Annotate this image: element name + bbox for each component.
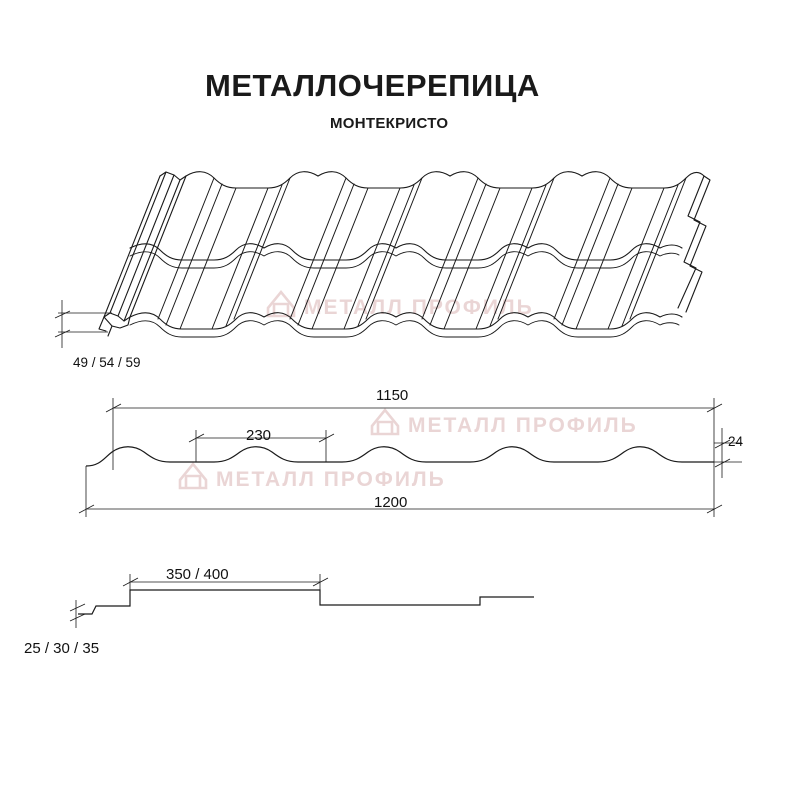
label-step-length: 350 / 400 (166, 566, 229, 583)
profile-cross-section-view (86, 447, 714, 466)
label-wave-pitch: 230 (246, 427, 272, 444)
svg-text:МЕТАЛЛ ПРОФИЛЬ: МЕТАЛЛ ПРОФИЛЬ (304, 296, 534, 319)
svg-text:МЕТАЛЛ ПРОФИЛЬ: МЕТАЛЛ ПРОФИЛЬ (216, 468, 446, 491)
label-useful-width: 1150 (376, 387, 409, 404)
label-total-width: 1200 (374, 494, 408, 511)
page-title: МЕТАЛЛОЧЕРЕПИЦА (205, 68, 540, 103)
step-side-view (78, 590, 534, 614)
label-tile-height: 49 / 54 / 59 (73, 355, 141, 370)
isometric-height-dimension (55, 300, 112, 348)
watermark-group (180, 292, 638, 491)
page-subtitle: МОНТЕКРИСТО (330, 115, 449, 132)
label-wave-height: 24 (728, 434, 744, 449)
label-step-height: 25 / 30 / 35 (24, 640, 100, 657)
svg-text:МЕТАЛЛ ПРОФИЛЬ: МЕТАЛЛ ПРОФИЛЬ (408, 414, 638, 437)
